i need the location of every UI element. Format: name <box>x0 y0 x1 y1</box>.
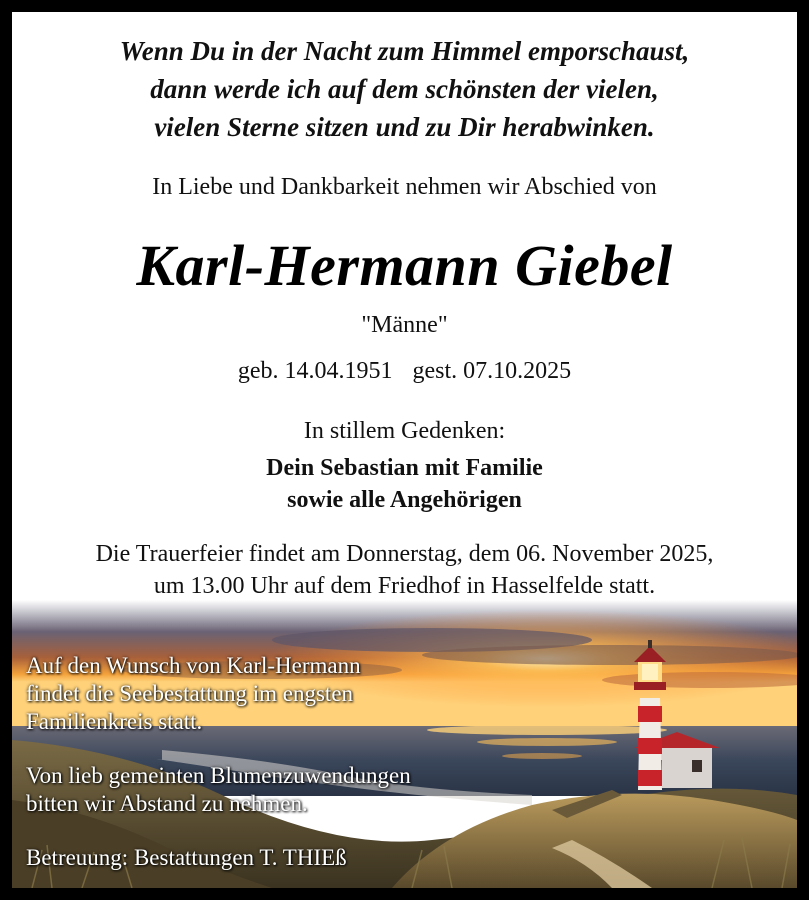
verse-line: dann werde ich auf dem schönsten der vielen, <box>150 74 659 104</box>
obituary-card <box>12 12 797 888</box>
deceased-name: Karl-Hermann Giebel <box>136 233 673 298</box>
nickname: "Männe" <box>361 312 448 338</box>
wish-line: findet die Seebestattung im engsten <box>26 681 354 706</box>
flowers-line: Von lieb gemeinten Blumenzuwendungen <box>26 763 411 788</box>
verse-line: vielen Sterne sitzen und zu Dir herabwinken. <box>154 112 655 142</box>
verse <box>12 32 797 146</box>
life-dates <box>12 356 797 386</box>
sea-burial-notice <box>26 652 361 736</box>
funeral-home-credit: Betreuung: Bestattungen T. THIEß <box>26 845 347 870</box>
farewell-intro: In Liebe und Dankbarkeit nehmen wir Abschied von <box>152 174 657 200</box>
mourner-line: Dein Sebastian mit Familie <box>266 455 543 481</box>
mourners <box>12 452 797 516</box>
death-date: gest. 07.10.2025 <box>412 358 572 384</box>
memory-heading: In stillem Gedenken: <box>303 418 506 444</box>
verse-line: Wenn Du in der Nacht zum Himmel emporschaust, <box>119 36 690 66</box>
wish-line: Familienkreis statt. <box>26 709 203 734</box>
wish-line: Auf den Wunsch von Karl-Hermann <box>26 653 361 678</box>
flowers-line: bitten wir Abstand zu nehmen. <box>26 791 308 816</box>
mourner-line: sowie alle Angehörigen <box>287 487 522 513</box>
ceremony-line: um 13.00 Uhr auf dem Friedhof in Hasselfelde statt. <box>153 573 656 599</box>
ceremony-line: Die Trauerfeier findet am Donnerstag, dem 06. November 2025, <box>95 541 714 567</box>
birth-date: geb. 14.04.1951 <box>237 358 393 384</box>
ceremony-info <box>12 538 797 602</box>
lighthouse-sunset-image <box>12 600 797 888</box>
flowers-notice <box>26 762 411 818</box>
